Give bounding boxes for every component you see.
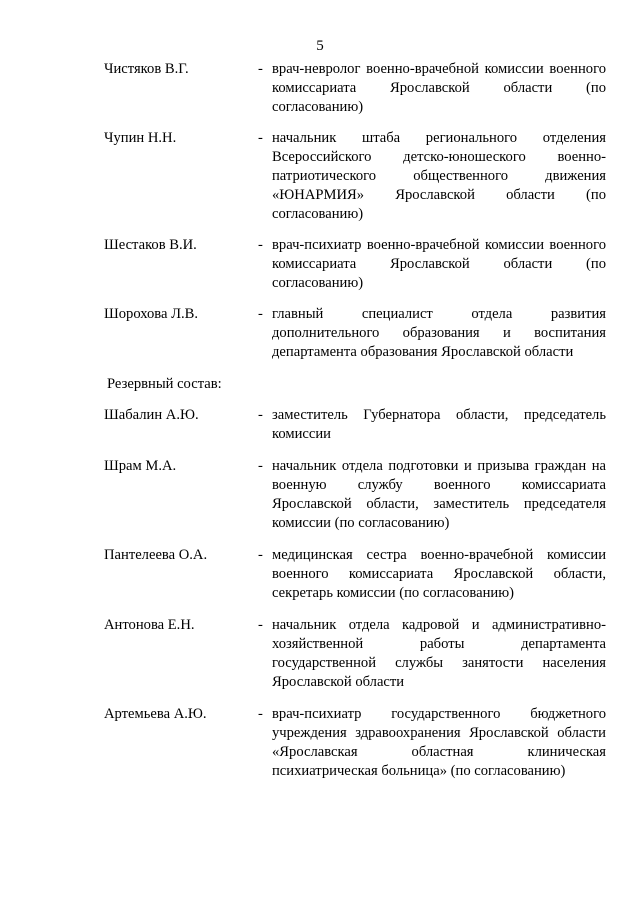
separator-dash: - — [258, 547, 263, 563]
separator-dash: - — [258, 306, 263, 322]
member-position: медицинская сестра военно-врачебной комиссии военного комиссариата Ярославской области, секретарь комиссии (по согласованию) — [272, 547, 606, 601]
member-name: Шрам М.А. — [104, 458, 177, 474]
separator-dash: - — [258, 61, 263, 77]
member-name: Чупин Н.Н. — [104, 130, 177, 146]
member-name: Антонова Е.Н. — [104, 617, 195, 633]
member-name: Шабалин А.Ю. — [104, 407, 199, 423]
member-position: начальник штаба регионального отделения Всероссийского детско-юношеского военно-патриотического общественного движения «ЮНАРМИЯ» Ярославской области (по согласованию) — [272, 130, 606, 222]
reserve-member-entry — [104, 457, 606, 533]
reserve-member-entry — [104, 705, 606, 781]
member-entry — [104, 236, 606, 293]
member-entry — [104, 60, 606, 117]
separator-dash: - — [258, 706, 263, 722]
reserve-member-entry — [104, 406, 606, 444]
reserve-member-entry — [104, 616, 606, 692]
separator-dash: - — [258, 237, 263, 253]
member-position: врач-психиатр военно-врачебной комиссии военного комиссариата Ярославской области (по согласованию) — [272, 237, 606, 291]
member-name: Пантелеева О.А. — [104, 547, 208, 563]
separator-dash: - — [258, 130, 263, 146]
member-position: врач-психиатр государственного бюджетного учреждения здравоохранения Ярославской области «Ярославская областная клиническая психиатрическая больница» (по согласованию) — [272, 706, 606, 779]
page-number: 5 — [316, 38, 324, 54]
member-position: главный специалист отдела развития дополнительного образования и воспитания департамента образования Ярославской области — [272, 306, 606, 360]
separator-dash: - — [258, 458, 263, 474]
member-position: заместитель Губернатора области, председатель комиссии — [272, 407, 606, 442]
member-position: врач-невролог военно-врачебной комиссии военного комиссариата Ярославской области (по согласованию) — [272, 61, 606, 115]
member-name: Шорохова Л.В. — [104, 306, 199, 322]
member-position: начальник отдела кадровой и административно-хозяйственной работы департамента государственной службы занятости населения Ярославской области — [272, 617, 606, 690]
separator-dash: - — [258, 617, 263, 633]
member-entry — [104, 305, 606, 362]
member-name: Шестаков В.И. — [104, 237, 197, 253]
member-entry — [104, 129, 606, 224]
reserve-member-entry — [104, 546, 606, 603]
member-name: Артемьева А.Ю. — [104, 706, 207, 722]
reserve-heading: Резервный состав: — [107, 376, 222, 392]
member-position: начальник отдела подготовки и призыва граждан на военную службу военного комиссариата Ярославской области, заместитель председателя комиссии (по согласованию) — [272, 458, 606, 531]
member-name: Чистяков В.Г. — [104, 61, 189, 77]
member-list — [104, 60, 606, 781]
separator-dash: - — [258, 407, 263, 423]
